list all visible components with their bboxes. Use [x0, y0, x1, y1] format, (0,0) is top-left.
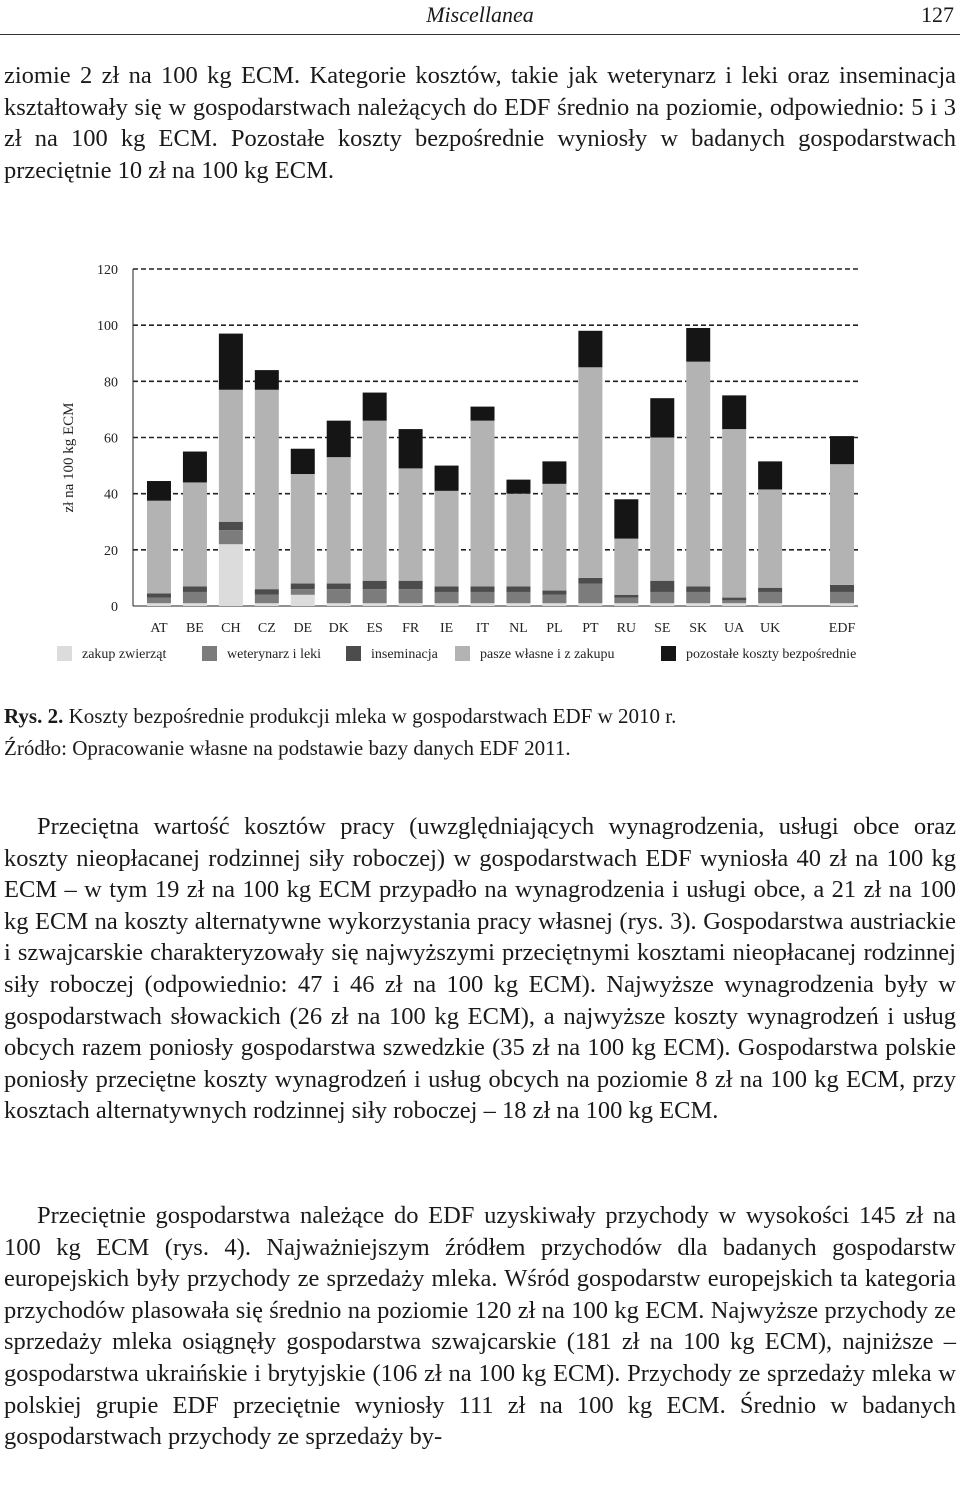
- bar-segment: [722, 395, 746, 429]
- bar-segment: [650, 438, 674, 581]
- legend-label: weterynarz i leki: [227, 647, 322, 662]
- bar-segment: [435, 603, 459, 606]
- bar-segment: [327, 589, 351, 603]
- stacked-bar-chart: [0, 240, 960, 680]
- bar-segment: [722, 603, 746, 606]
- bar-segment: [255, 370, 279, 390]
- bar-segment: [830, 464, 854, 585]
- bar-segment: [399, 468, 423, 580]
- bar-segment: [255, 595, 279, 603]
- x-tick-label: UA: [724, 621, 745, 636]
- x-tick-label: AT: [150, 621, 168, 636]
- bar-segment: [686, 328, 710, 362]
- bar-segment: [147, 593, 171, 597]
- bar-segment: [506, 603, 530, 606]
- bar-segment: [255, 390, 279, 589]
- x-tick-label: IE: [439, 621, 454, 636]
- caption-text: Koszty bezpośrednie produkcji mleka w gospodarstwach EDF w 2010 r.: [68, 704, 677, 728]
- bar-segment: [650, 581, 674, 592]
- bar-segment: [542, 461, 566, 483]
- bar-segment: [291, 589, 315, 595]
- bar-segment: [578, 578, 602, 584]
- page-number: 127: [921, 2, 954, 27]
- legend-label: pozostałe koszty bezpośrednie: [686, 647, 857, 662]
- bar-segment: [363, 421, 387, 581]
- bar-segment: [650, 592, 674, 603]
- intro-paragraph: ziomie 2 zł na 100 kg ECM. Kategorie kosztów, takie jak weterynarz i leki oraz inseminacja kształtowały się w gospodarstwach należących do EDF średnio na poziomie, odpowiednio: 5 i 3 zł na 100 kg ECM. Pozostałe koszty bezpośrednie wyniosły w badanych gospodarstwach przeciętnie 10 zł na 100 kg ECM.: [4, 62, 956, 184]
- bar-segment: [650, 603, 674, 606]
- bar-segment: [650, 398, 674, 437]
- bar-segment: [578, 367, 602, 578]
- y-tick-label: 20: [104, 543, 118, 559]
- bar-segment: [363, 603, 387, 606]
- y-tick-label: 80: [104, 375, 118, 391]
- x-tick-label: BE: [185, 621, 204, 636]
- bar-segment: [542, 591, 566, 595]
- bar-segment: [542, 603, 566, 606]
- bar-segment: [255, 589, 279, 595]
- bar-segment: [758, 603, 782, 606]
- bar-segment: [614, 595, 638, 598]
- chart-svg: [0, 240, 960, 680]
- body-paragraph-revenue: Przeciętnie gospodarstwa należące do EDF uzyskiwały przychody w wysokości 145 zł na 100 kg ECM (rys. 4). Najważniejszym źródłem przychodów dla badanych gospodarstw europejskich były przychody ze sprzedaży mleka. Wśród gospodarstw europejskich ta kategoria przychodów plasowała się średnio na poziomie 120 zł na 100 kg ECM. Najwyższe przychody ze sprzedaży mleka osiągnęły gospodarstwa szwajcarskie (181 zł na 100 kg ECM), najniższe – gospodarstwa ukraińskie i brytyjskie (106 zł na 100 kg ECM). Przychody ze sprzedaży mleka w polskiej grupie EDF przeciętnie wyniosły 111 zł na 100 kg ECM. Średnio w badanych gospodarstwach przychody ze sprzedaży by-: [4, 1202, 956, 1451]
- bar-segment: [471, 407, 495, 421]
- bar-segment: [255, 603, 279, 606]
- x-tick-label: NL: [509, 621, 528, 636]
- bar-segment: [399, 429, 423, 468]
- y-tick-label: 0: [111, 600, 118, 615]
- legend-label: zakup zwierząt: [82, 647, 167, 662]
- bar-segment: [686, 592, 710, 603]
- bar-segment: [435, 592, 459, 603]
- x-tick-label: ES: [366, 621, 383, 636]
- bar-segment: [291, 584, 315, 590]
- bar-segment: [722, 600, 746, 603]
- y-tick-label: 60: [104, 431, 118, 447]
- bar-segment: [327, 421, 351, 458]
- bar-segment: [542, 484, 566, 591]
- bar-segment: [722, 598, 746, 601]
- bar-segment: [506, 592, 530, 603]
- legend-label: inseminacja: [371, 647, 438, 662]
- caption-title-line: [4, 700, 676, 732]
- body-paragraph-labor-costs: Przeciętna wartość kosztów pracy (uwzględniających wynagrodzenia, usługi obce oraz koszty nieopłacanej rodzinnej siły roboczej) w gospodarstwach EDF wyniosła 40 zł na 100 kg ECM – w tym 19 zł na 100 kg ECM przypadło na wynagrodzenia i usługi obce, a 21 zł na 100 kg ECM na koszty alternatywne wykorzystania pracy własnej (rys. 3). Gospodarstwa austriackie i szwajcarskie charakteryzowały się najwyższymi przeciętnymi kosztami nieopłacanej rodzinnej siły roboczej (odpowiednio: 47 i 46 zł na 100 kg ECM). Najwyższe wynagrodzenia były w gospodarstwach słowackich (26 zł na 100 kg ECM), a najwyższe koszty wynagrodzeń i usług obcych razem poniosły gospodarstwa szwedzkie (35 zł na 100 kg ECM). Gospodarstwa polskie poniosły przeciętne koszty wynagrodzeń i usług obcych na poziomie 8 zł na 100 kg ECM, przy kosztach alternatywnych rodzinnej siły roboczej – 18 zł na 100 kg ECM.: [4, 813, 956, 1125]
- bar-segment: [578, 331, 602, 368]
- bar-segment: [758, 489, 782, 587]
- running-head: [0, 0, 960, 35]
- bar-segment: [219, 530, 243, 544]
- bar-segment: [399, 581, 423, 589]
- figure-caption: [4, 700, 676, 764]
- bar-segment: [830, 603, 854, 606]
- x-tick-label: PL: [546, 621, 563, 636]
- y-tick-label: 120: [97, 263, 118, 278]
- bar-segment: [686, 603, 710, 606]
- bar-segment: [363, 589, 387, 603]
- bar-segment: [471, 421, 495, 587]
- bar-segment: [183, 482, 207, 586]
- bar-segment: [291, 449, 315, 474]
- bar-segment: [363, 393, 387, 421]
- x-tick-label: SK: [689, 621, 708, 636]
- y-axis-title: zł na 100 kg ECM: [61, 402, 77, 513]
- bar-segment: [830, 592, 854, 603]
- bar-segment: [722, 429, 746, 598]
- bar-segment: [363, 581, 387, 589]
- bar-segment: [506, 480, 530, 494]
- legend-swatch: [57, 646, 72, 661]
- bar-segment: [327, 603, 351, 606]
- bar-segment: [183, 603, 207, 606]
- bar-segment: [578, 584, 602, 604]
- y-tick-label: 40: [104, 487, 118, 503]
- bar-segment: [147, 481, 171, 501]
- caption-label: Rys. 2.: [4, 704, 64, 728]
- bar-segment: [614, 499, 638, 538]
- x-tick-label: DE: [293, 621, 313, 636]
- legend-swatch: [346, 646, 361, 661]
- bar-segment: [614, 598, 638, 604]
- y-tick-label: 100: [97, 319, 118, 335]
- bar-segment: [506, 586, 530, 592]
- legend-swatch: [455, 646, 470, 661]
- bar-segment: [219, 544, 243, 606]
- bar-segment: [686, 586, 710, 592]
- bar-segment: [219, 334, 243, 390]
- bar-segment: [435, 466, 459, 491]
- bar-segment: [435, 491, 459, 586]
- bar-segment: [147, 598, 171, 604]
- bar-segment: [183, 586, 207, 592]
- bar-segment: [830, 436, 854, 464]
- bar-segment: [327, 457, 351, 583]
- bar-segment: [327, 584, 351, 590]
- bar-segment: [830, 585, 854, 592]
- bar-segment: [578, 603, 602, 606]
- bar-segment: [399, 603, 423, 606]
- x-tick-label: CH: [221, 621, 241, 636]
- bar-segment: [614, 539, 638, 595]
- bar-segment: [758, 588, 782, 592]
- legend-swatch: [661, 646, 676, 661]
- x-tick-label: IT: [475, 621, 490, 636]
- x-tick-label: CZ: [257, 621, 276, 636]
- legend-label: pasze własne i z zakupu: [480, 647, 615, 662]
- bar-segment: [219, 522, 243, 530]
- bar-segment: [758, 592, 782, 603]
- bar-segment: [758, 461, 782, 489]
- x-tick-label: FR: [402, 621, 420, 636]
- bar-segment: [686, 362, 710, 587]
- x-tick-label: SE: [654, 621, 671, 636]
- legend-swatch: [202, 646, 217, 661]
- bar-segment: [291, 595, 315, 606]
- bar-segment: [506, 494, 530, 587]
- bar-segment: [291, 474, 315, 584]
- bar-segment: [147, 603, 171, 606]
- bar-segment: [147, 501, 171, 594]
- x-tick-label: PT: [582, 621, 599, 636]
- x-tick-label: DK: [328, 621, 349, 636]
- caption-source: Źródło: Opracowanie własne na podstawie bazy danych EDF 2011.: [4, 736, 571, 760]
- x-tick-label: EDF: [828, 621, 856, 636]
- bar-segment: [183, 452, 207, 483]
- bar-segment: [219, 390, 243, 522]
- bar-segment: [471, 603, 495, 606]
- bar-segment: [399, 589, 423, 603]
- bar-segment: [614, 603, 638, 606]
- bar-segment: [435, 586, 459, 592]
- bar-segment: [471, 592, 495, 603]
- bar-segment: [542, 595, 566, 603]
- x-tick-label: UK: [760, 621, 781, 636]
- x-tick-label: RU: [616, 621, 637, 636]
- running-title: Miscellanea: [426, 2, 534, 27]
- bar-segment: [471, 586, 495, 592]
- bar-segment: [183, 592, 207, 603]
